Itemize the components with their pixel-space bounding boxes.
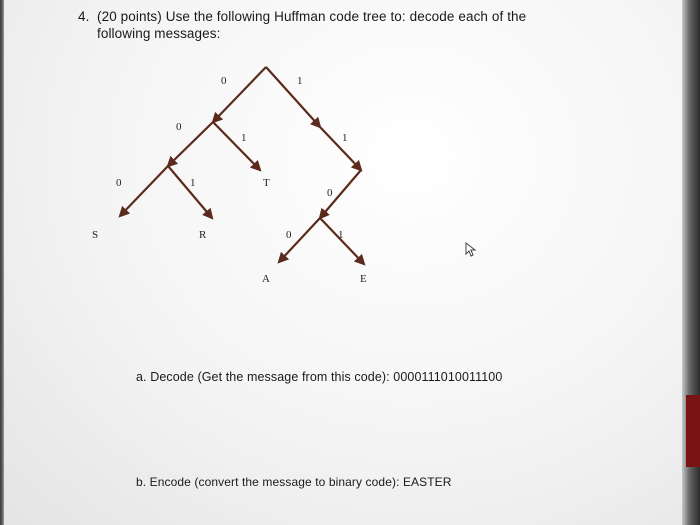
- leaf-t: T: [263, 177, 270, 189]
- mouse-pointer-icon: [465, 242, 477, 258]
- question-text-line-1: (20 points) Use the following Huffman code tree to: decode each of the: [97, 9, 527, 24]
- question-number: 4.: [78, 9, 90, 24]
- leaf-a: A: [262, 273, 270, 285]
- edge-n1-right: [320, 127, 361, 170]
- bit-label: 0: [221, 75, 227, 87]
- bit-label: 0: [116, 177, 122, 189]
- edge-n0-left: [168, 122, 213, 166]
- bit-label: 0: [327, 187, 333, 199]
- bit-label: 1: [342, 132, 348, 144]
- bit-label: 0: [176, 121, 182, 133]
- leaf-s: S: [92, 229, 99, 241]
- part-a-decode: a. Decode (Get the message from this code): 0000111010011100: [136, 370, 503, 384]
- bit-label: 1: [338, 229, 344, 241]
- bit-label: 1: [241, 132, 247, 144]
- bit-label: 0: [286, 229, 292, 241]
- edge-root-right: [266, 67, 320, 127]
- bit-label: 1: [297, 75, 303, 87]
- edge-n00-right: [168, 166, 212, 218]
- edge-n110-right: [320, 218, 364, 264]
- bit-label: 1: [190, 177, 196, 189]
- question-text-line-2: following messages:: [97, 26, 221, 41]
- edge-n00-left: [120, 166, 168, 216]
- leaf-e: E: [360, 273, 367, 285]
- part-b-encode: b. Encode (convert the message to binary code): EASTER: [136, 475, 452, 489]
- leaf-r: R: [199, 229, 207, 241]
- edge-n0-right: [213, 122, 260, 170]
